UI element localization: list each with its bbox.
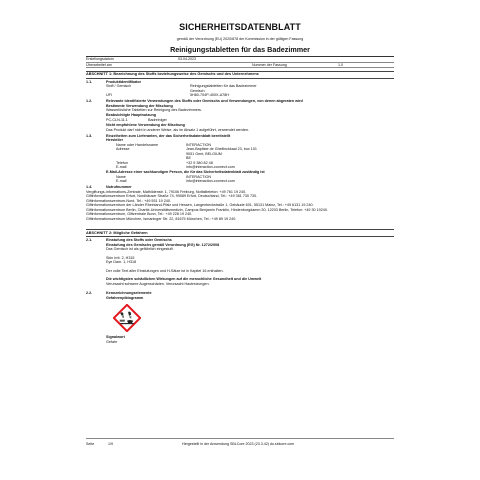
classification-block [86,243,394,287]
main-use-value: Badreiniger [148,117,167,122]
pictogram-title: Gefahrenpiktogramm [106,295,144,300]
manufacturer-title: Hersteller [106,138,124,143]
regulation-subtitle: gemäß der Verordnung (EU) 2020/878 der Kommission in der gültigen Fassung [176,36,304,41]
field-value: 9051 Gent, BELGIUM [186,151,222,156]
emergency-line: Giftinformationszentrum der Länder Rheinland-Pfalz und Hessen, Langenbeckstraße 1, Gebäude 601, 55131 Mainz, Tel.: +49 6131 19 240. [86,203,314,208]
field-value: Reinigungstabletten für das Badezimmer [190,84,257,89]
emergency-line: Giftinformationszentrum-Nord, Tel.: +49 551 19 240. [86,198,171,203]
revision-label: Überarbeitet am [86,62,112,67]
emergency-line: Giftinformationszentrum München, Ismaninger Str. 22, 81675 München, Tel.: +49 89 19 240. [86,216,237,221]
field-label: Name [116,174,126,179]
document-title: SICHERHEITSDATENBLATT [179,22,301,32]
hazard-class: Skin Irrit. 2, H315 [106,255,135,260]
creation-value: 03.04.2023 [178,57,196,62]
hazard-class: Eye Dam. 1, H318 [106,260,137,265]
subsection-title: Kennzeichnungselemente [106,291,152,296]
classification-subtitle: Einstufung des Gemischs gemäß Verordnung (EG) Nr. 1272/2008 [106,242,220,247]
subsection-number: 1.3. [86,133,93,138]
page-footer [86,438,394,446]
field-label: Telefon [116,160,128,165]
field-label: Adresse [116,147,130,152]
version-value: 1.0 [338,62,343,67]
supplier-block [86,138,394,184]
signal-word-block [86,335,394,344]
subsection-title: Einstufung des Stoffs oder Gemischs [106,238,172,243]
field-value: info@interaction-connect.com [186,179,235,184]
subsection-number: 1.2. [86,99,93,104]
subsection-number: 1.1. [86,79,93,84]
not-recommended-text: Das Produkt darf nicht in anderer Weise, als im Absatz 1 aufgeführt, verwendet werden. [106,127,249,132]
subsection-title: Relevante identifizierte Verwendungen des Stoffs oder Gemischs und Verwendungen, von denen abgeraten wird [106,99,303,104]
emergency-line: Giftinformationszentrum Berlin, Charité-Universitätsmedizin, Campus Benjamin Franklin, Hindenburgdamm 30, 12203 Berlin, Telefon: +49 30 19240. [86,207,328,212]
use-title: Bestimmte Verwendung der Mischung [106,103,173,108]
responsible-person-title: E-Mail-Adresse einer sachkundigen Person, die für das Sicherheitsdatenblatt zuständig ist [106,170,265,175]
effects-text: Verursacht schwere Augenschäden. Verursacht Hautreizungen. [106,281,210,286]
signal-word-value: Gefahr [106,339,118,344]
emergency-line: Vergiftungs-Informations-Zentrale, Mathildenstr. 1, 79106 Freiburg, Notfalltelefon: +49 761 19 240. [86,189,247,194]
field-label: Stoff / Gemisch [106,84,132,89]
field-value: INTERACTION [186,142,211,147]
subsection-number: 1.4. [86,185,93,190]
page-number: 1/9 [108,442,113,446]
product-identifier-table [86,84,394,98]
section-2-heading: ABSCHNITT 2: Mögliche Gefahren [86,229,394,237]
page-label: Seite [86,442,95,446]
emergency-line: Giftinformationszentrum, Giftzentrale Bonn, Tel.: +49 228 19 240. [86,212,193,217]
product-title: Reinigungstabletten für das Badezimmer [86,46,394,57]
classification-text: Das Gemisch ist als gefährlich eingestuft. [106,247,174,252]
field-value: BE [186,156,191,161]
label-elements-block [86,296,394,301]
creation-label: Erstellungsdatum [86,57,114,62]
section-1-heading: ABSCHNITT 1: Bezeichnung des Stoffs beziehungsweise des Gemischs und des Unternehmens [86,71,394,79]
field-value: info@interaction-connect.com [186,165,235,170]
field-label: E-mail [116,165,127,170]
field-label: UFI [106,93,112,98]
main-use-title: Beabsichtigte Hauptnutzung [106,113,156,118]
subsection-number: 2.2. [86,291,93,296]
field-label: Name oder Handelsname [116,142,159,147]
meta-row-revision [86,63,394,68]
subsection-title: Produktidentifikator [106,79,142,84]
field-value: +32 9 380 82 48 [186,160,213,165]
field-value: 5H60-704P-400X-A78H [190,93,229,98]
subsection-number: 2.1. [86,238,93,243]
field-label: E-mail [116,179,127,184]
sds-page [86,18,394,458]
field-value: Gemisch [190,88,205,93]
ghs05-corrosion-icon [113,304,141,332]
signal-word-title: Signalwort [106,335,125,340]
uses-block [86,104,394,133]
use-text: Wasserlösliche Tabletten zur Reinigung des Badezimmers. [106,108,202,113]
main-use-code: PC-CLN-11.1 [106,117,128,122]
emergency-numbers [86,190,394,222]
version-label: Nummer der Fassung [252,62,287,67]
not-recommended-title: Nicht empfohlene Verwendung der Mischung [106,123,185,128]
effects-title: Die wichtigsten schädlichen Wirkungen auf die menschliche Gesundheit und die Umwelt [106,277,262,282]
field-value: Jean-Baptiste de Ghellinckkaai 23, box 101 [186,147,257,152]
emergency-line: Giftinformationszentrum Erfurt, Nordhäuser Straße 74, 99089 Erfurt, Deutschland, Tel.: +49 361 730 730. [86,194,258,199]
field-value: INTERACTION [186,174,211,179]
subsection-title: Notrufnummer [106,185,132,190]
full-text-note: Der volle Text aller Einstufungen und H-Sätze ist in Kapitel 16 enthalten. [106,268,224,273]
subsection-title: Einzelheiten zum Lieferanten, der das Sicherheitsdatenblatt bereitstellt [106,133,231,138]
generator-note: Hergestellt in der Anwendung SBLCore 2023 (23.3.42) do.sblcore.com [182,442,295,446]
